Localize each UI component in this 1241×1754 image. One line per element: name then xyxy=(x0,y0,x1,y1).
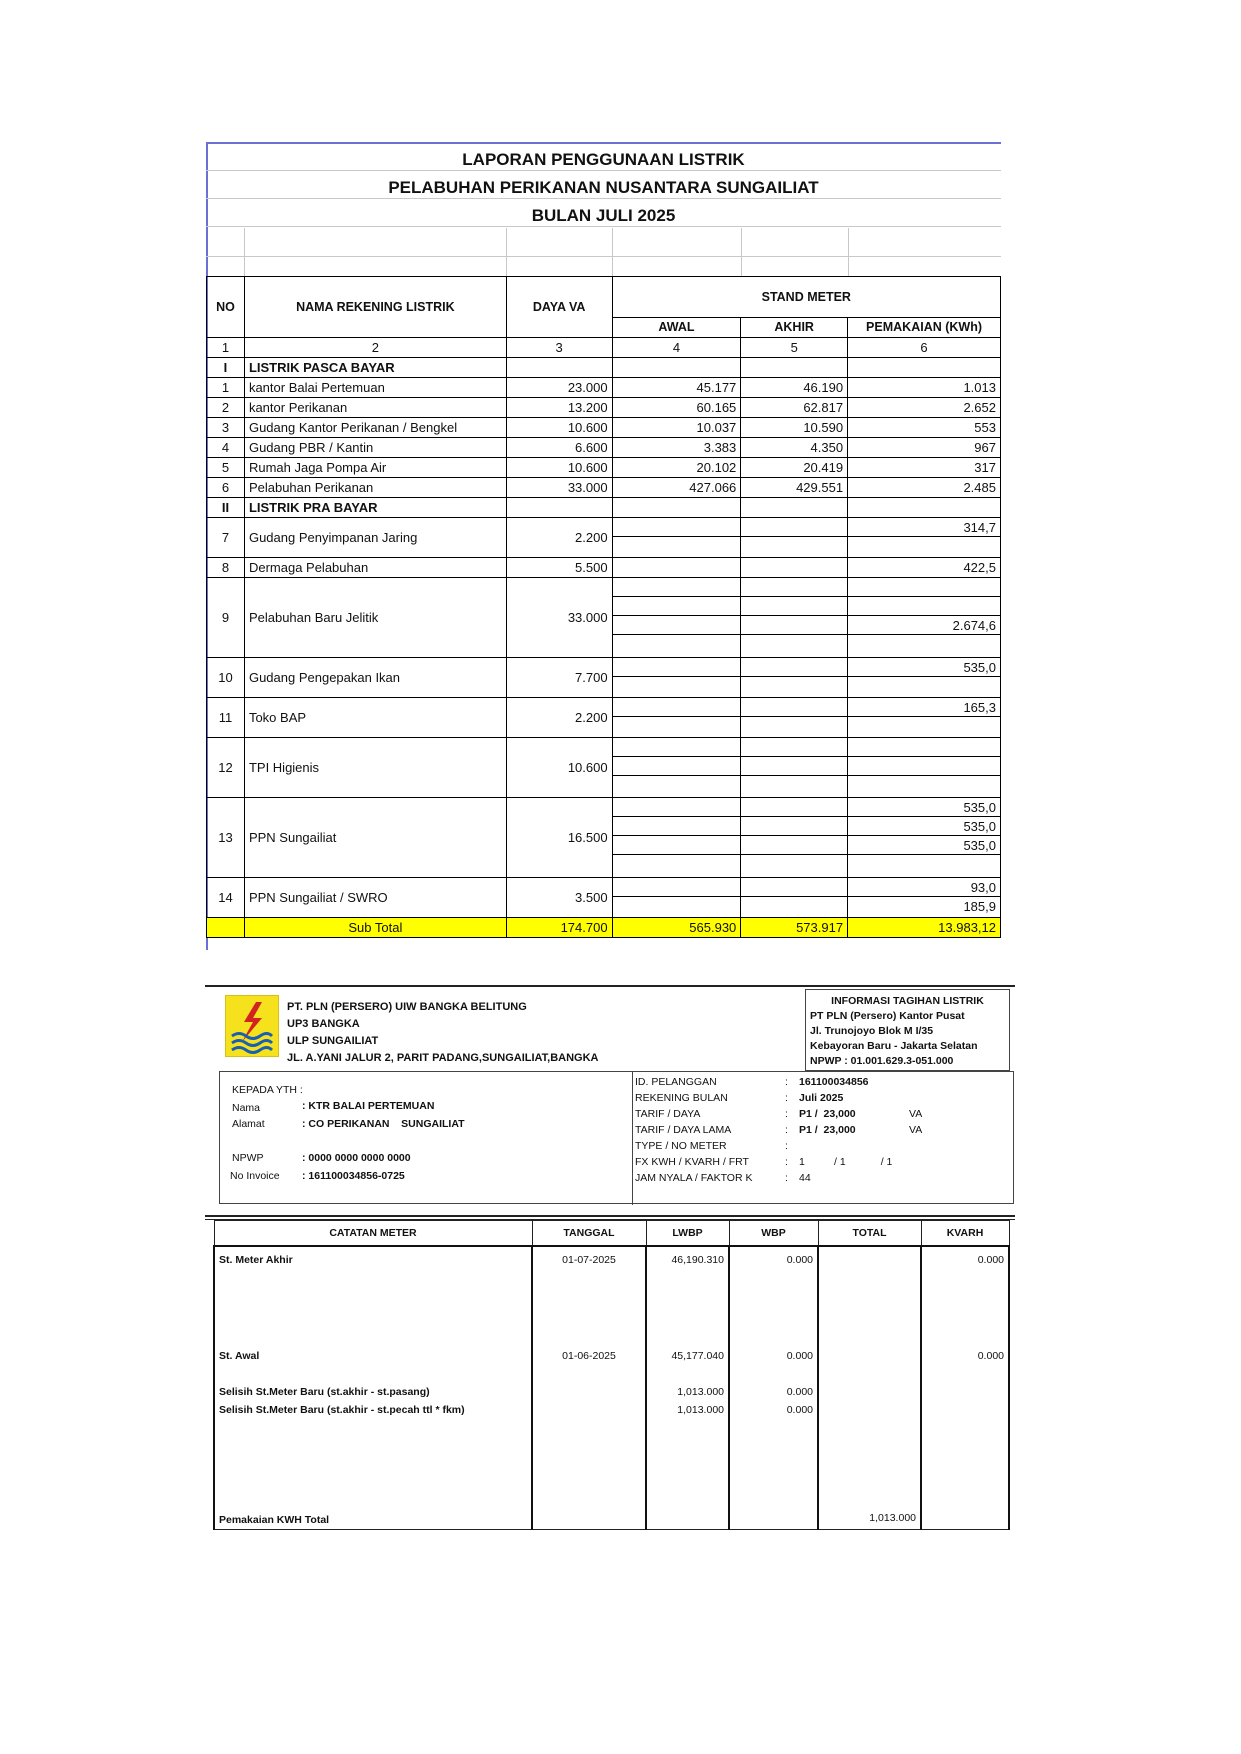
row-nama: Pelabuhan Baru Jelitik xyxy=(244,578,506,658)
row-daya: 16.500 xyxy=(506,798,612,878)
row-awal-line xyxy=(613,635,741,654)
row-awal xyxy=(612,578,741,658)
grid-line xyxy=(612,228,613,276)
row-daya: 10.600 xyxy=(506,458,612,478)
customer-field-value: P1 / 23,000 xyxy=(799,1124,856,1136)
info-line: NPWP : 01.001.629.3-051.000 xyxy=(810,1055,954,1067)
row-awal: 45.177 xyxy=(612,378,741,398)
row-awal-line xyxy=(613,836,741,855)
colnum: 4 xyxy=(612,338,741,358)
row-nama: Rumah Jaga Pompa Air xyxy=(244,458,506,478)
colnum: 3 xyxy=(506,338,612,358)
row-nama: TPI Higienis xyxy=(244,738,506,798)
table-row xyxy=(207,418,1001,438)
row-nama: PPN Sungailiat xyxy=(244,798,506,878)
row-akhir: 20.419 xyxy=(741,458,848,478)
info-line: Jl. Trunojoyo Blok M I/35 xyxy=(810,1025,934,1037)
row-pemakaian-line xyxy=(848,597,1000,616)
row-daya: 7.700 xyxy=(506,658,612,698)
row-pemakaian-line xyxy=(848,635,1000,654)
row-nama: Pelabuhan Perikanan xyxy=(244,478,506,498)
pln-company-block xyxy=(287,999,599,1067)
table-row xyxy=(207,738,1001,798)
row-awal-line xyxy=(613,817,741,836)
meter-header: CATATAN METER xyxy=(214,1221,532,1247)
row-pemakaian-line xyxy=(848,738,1000,757)
row-awal: 3.383 xyxy=(612,438,741,458)
row-daya: 23.000 xyxy=(506,378,612,398)
row-awal xyxy=(612,558,741,578)
selisih2-label: Selisih St.Meter Baru (st.akhir - st.pecah ttl * fkm) xyxy=(219,1404,465,1416)
customer-field-value: 44 xyxy=(799,1172,811,1184)
row-akhir xyxy=(741,658,848,698)
row-pemakaian xyxy=(848,698,1001,738)
row-pemakaian-line xyxy=(848,717,1000,736)
row-pemakaian: 967 xyxy=(848,438,1001,458)
row-nama: Gudang Pengepakan Ikan xyxy=(244,658,506,698)
row-akhir-line xyxy=(741,757,847,776)
row-daya: 5.500 xyxy=(506,558,612,578)
row-no: 7 xyxy=(207,518,245,558)
colnum: 1 xyxy=(207,338,245,358)
row-akhir-line xyxy=(741,635,847,654)
subtotal-awal: 565.930 xyxy=(612,918,741,938)
row-daya: 6.600 xyxy=(506,438,612,458)
section-label: LISTRIK PRA BAYAR xyxy=(244,498,506,518)
akhir-wbp: 0.000 xyxy=(786,1254,813,1266)
row-akhir: 10.590 xyxy=(741,418,848,438)
row-pemakaian-line: 422,5 xyxy=(963,560,996,575)
row-pemakaian xyxy=(848,658,1001,698)
grid-line xyxy=(244,228,245,276)
row-pemakaian xyxy=(848,738,1001,798)
row-no: 14 xyxy=(207,878,245,918)
header-pemakaian: PEMAKAIAN (KWh) xyxy=(848,318,1001,338)
row-akhir-line xyxy=(741,537,847,556)
row-akhir-line xyxy=(741,878,847,897)
row-akhir-line xyxy=(741,677,847,696)
row-awal-line xyxy=(613,878,741,897)
row-nama: kantor Perikanan xyxy=(244,398,506,418)
info-line: PT PLN (Persero) Kantor Pusat xyxy=(810,1010,965,1022)
row-pemakaian-line: 535,0 xyxy=(848,836,1000,855)
customer-right xyxy=(633,1072,1013,1205)
row-awal: 20.102 xyxy=(612,458,741,478)
row-akhir xyxy=(741,558,848,578)
table-row xyxy=(207,478,1001,498)
colon: : xyxy=(785,1156,788,1168)
row-no: 12 xyxy=(207,738,245,798)
table-row xyxy=(207,558,1001,578)
colnum: 5 xyxy=(741,338,848,358)
meter-table xyxy=(213,1220,1010,1530)
row-nama: Dermaga Pelabuhan xyxy=(244,558,506,578)
row-akhir-line xyxy=(741,717,847,736)
row-akhir-line xyxy=(741,836,847,855)
subtotal-pemakaian: 13.983,12 xyxy=(848,918,1001,938)
meter-header: TOTAL xyxy=(818,1221,921,1247)
row-akhir xyxy=(741,878,848,918)
row-nama: Toko BAP xyxy=(244,698,506,738)
kepada-label: KEPADA YTH : xyxy=(232,1084,303,1096)
subtotal-akhir: 573.917 xyxy=(741,918,848,938)
row-nama: PPN Sungailiat / SWRO xyxy=(244,878,506,918)
section-no: I xyxy=(207,358,245,378)
row-no: 2 xyxy=(207,398,245,418)
customer-field-value: P1 / 23,000 xyxy=(799,1108,856,1120)
row-awal xyxy=(612,698,741,738)
bill-mid-rule xyxy=(205,1215,1015,1217)
colon: : xyxy=(785,1140,788,1152)
akhir-kvarh: 0.000 xyxy=(977,1254,1004,1266)
customer-field-value: 161100034856 xyxy=(799,1076,869,1088)
row-akhir-line xyxy=(741,616,847,635)
customer-field-unit: VA xyxy=(909,1108,923,1120)
akhir-label: St. Meter Akhir xyxy=(219,1254,293,1266)
row-awal-line xyxy=(613,757,741,776)
grid-line xyxy=(506,228,507,276)
header-no: NO xyxy=(207,277,245,338)
row-no: 10 xyxy=(207,658,245,698)
customer-field-label: TARIF / DAYA xyxy=(635,1108,701,1120)
row-awal-line xyxy=(613,578,741,597)
header-akhir: AKHIR xyxy=(741,318,848,338)
row-no: 9 xyxy=(207,578,245,658)
row-nama: kantor Balai Pertemuan xyxy=(244,378,506,398)
row-awal xyxy=(612,878,741,918)
table-row xyxy=(207,378,1001,398)
row-akhir-line xyxy=(741,738,847,757)
customer-left xyxy=(220,1072,633,1205)
customer-field-label: JAM NYALA / FAKTOR K xyxy=(635,1172,753,1184)
row-awal-line xyxy=(613,658,741,677)
header-stand-meter: STAND METER xyxy=(612,277,1000,318)
row-no: 5 xyxy=(207,458,245,478)
grid-line xyxy=(206,226,1001,227)
grid-line xyxy=(206,198,1001,199)
row-pemakaian-line: 314,7 xyxy=(848,518,1000,537)
akhir-lwbp: 46,190.310 xyxy=(671,1254,724,1266)
row-pemakaian-line xyxy=(848,757,1000,776)
row-awal xyxy=(612,798,741,878)
row-pemakaian xyxy=(848,578,1001,658)
row-pemakaian-line xyxy=(848,776,1000,795)
row-akhir xyxy=(741,698,848,738)
row-pemakaian-line: 535,0 xyxy=(848,658,1000,677)
section-label: LISTRIK PASCA BAYAR xyxy=(244,358,506,378)
row-akhir: 62.817 xyxy=(741,398,848,418)
row-daya: 10.600 xyxy=(506,738,612,798)
meter-header: WBP xyxy=(729,1221,818,1247)
row-pemakaian xyxy=(848,518,1001,558)
awal-label: St. Awal xyxy=(219,1350,260,1362)
header-daya: DAYA VA xyxy=(506,277,612,338)
row-akhir-line xyxy=(741,558,847,577)
row-awal-line xyxy=(613,897,741,916)
company-unit: UP3 BANGKA xyxy=(287,1018,360,1030)
nama-value: : KTR BALAI PERTEMUAN xyxy=(302,1100,435,1112)
section-no: II xyxy=(207,498,245,518)
grid-line xyxy=(206,256,1001,257)
row-akhir-line xyxy=(741,698,847,717)
row-akhir-line xyxy=(741,855,847,874)
header-nama: NAMA REKENING LISTRIK xyxy=(244,277,506,338)
usage-report xyxy=(206,142,1001,950)
table-row xyxy=(207,458,1001,478)
colon: : xyxy=(785,1172,788,1184)
company-name: PT. PLN (PERSERO) UIW BANGKA BELITUNG xyxy=(287,1001,527,1013)
table-row xyxy=(207,878,1001,918)
row-akhir xyxy=(741,798,848,878)
row-akhir-line xyxy=(741,658,847,677)
report-subtitle: PELABUHAN PERIKANAN NUSANTARA SUNGAILIAT xyxy=(388,178,819,197)
row-awal: 60.165 xyxy=(612,398,741,418)
pln-logo xyxy=(225,995,279,1057)
company-ulp: ULP SUNGAILIAT xyxy=(287,1035,379,1047)
customer-field-label: TYPE / NO METER xyxy=(635,1140,727,1152)
customer-field-label: FX KWH / KVARH / FRT xyxy=(635,1156,749,1168)
row-pemakaian-line: 165,3 xyxy=(848,698,1000,717)
row-no: 4 xyxy=(207,438,245,458)
total-kwh: 1,013.000 xyxy=(869,1512,916,1524)
colnum: 6 xyxy=(848,338,1001,358)
row-awal xyxy=(612,658,741,698)
row-pemakaian-line xyxy=(848,677,1000,696)
row-no: 11 xyxy=(207,698,245,738)
row-no: 1 xyxy=(207,378,245,398)
row-akhir-line xyxy=(741,518,847,537)
colon: : xyxy=(785,1076,788,1088)
row-akhir-line xyxy=(741,597,847,616)
row-akhir: 46.190 xyxy=(741,378,848,398)
row-pemakaian xyxy=(848,878,1001,918)
awal-wbp: 0.000 xyxy=(786,1350,813,1362)
colon: : xyxy=(785,1108,788,1120)
row-pemakaian: 553 xyxy=(848,418,1001,438)
row-akhir-line xyxy=(741,578,847,597)
selisih1-label: Selisih St.Meter Baru (st.akhir - st.pasang) xyxy=(219,1386,430,1398)
akhir-tanggal: 01-07-2025 xyxy=(562,1254,616,1266)
row-akhir-line xyxy=(741,776,847,795)
row-awal-line xyxy=(613,698,741,717)
selisih1-lwbp: 1,013.000 xyxy=(677,1386,724,1398)
row-akhir: 429.551 xyxy=(741,478,848,498)
row-pemakaian xyxy=(848,798,1001,878)
selisih1-wbp: 0.000 xyxy=(786,1386,813,1398)
company-address: JL. A.YANI JALUR 2, PARIT PADANG,SUNGAILIAT,BANGKA xyxy=(287,1052,599,1064)
lightning-icon xyxy=(226,996,278,1056)
usage-table xyxy=(206,276,1001,938)
row-awal-line xyxy=(613,616,741,635)
row-pemakaian: 2.485 xyxy=(848,478,1001,498)
row-no: 13 xyxy=(207,798,245,878)
row-daya: 2.200 xyxy=(506,698,612,738)
row-awal-line xyxy=(613,558,741,577)
row-no: 3 xyxy=(207,418,245,438)
report-title: LAPORAN PENGGUNAAN LISTRIK xyxy=(462,150,745,169)
table-row xyxy=(207,578,1001,658)
report-frame-top xyxy=(206,142,1001,144)
row-awal-line xyxy=(613,597,741,616)
colon: : xyxy=(785,1124,788,1136)
row-awal: 427.066 xyxy=(612,478,741,498)
awal-lwbp: 45,177.040 xyxy=(671,1350,724,1362)
row-pemakaian: 2.652 xyxy=(848,398,1001,418)
awal-kvarh: 0.000 xyxy=(977,1350,1004,1362)
row-awal-line xyxy=(613,537,741,556)
row-akhir: 4.350 xyxy=(741,438,848,458)
invoice-value: : 161100034856-0725 xyxy=(302,1170,405,1182)
info-tagihan-box xyxy=(805,989,1010,1071)
table-row xyxy=(207,798,1001,878)
customer-box xyxy=(219,1071,1014,1204)
header-awal: AWAL xyxy=(612,318,741,338)
info-title: INFORMASI TAGIHAN LISTRIK xyxy=(831,995,984,1007)
table-row xyxy=(207,698,1001,738)
row-pemakaian-line xyxy=(848,578,1000,597)
row-akhir xyxy=(741,578,848,658)
row-pemakaian-line xyxy=(848,537,1000,556)
npwp-label: NPWP xyxy=(232,1152,264,1164)
row-nama: Gudang Penyimpanan Jaring xyxy=(244,518,506,558)
info-line: Kebayoran Baru - Jakarta Selatan xyxy=(810,1040,978,1052)
row-pemakaian-line: 535,0 xyxy=(848,817,1000,836)
row-awal-line xyxy=(613,776,741,795)
row-daya: 13.200 xyxy=(506,398,612,418)
row-awal: 10.037 xyxy=(612,418,741,438)
customer-field-unit: VA xyxy=(909,1124,923,1136)
customer-field-label: TARIF / DAYA LAMA xyxy=(635,1124,732,1136)
colon: : xyxy=(785,1092,788,1104)
table-row xyxy=(207,398,1001,418)
row-pemakaian-line: 2.674,6 xyxy=(848,616,1000,635)
row-awal-line xyxy=(613,798,741,817)
row-awal xyxy=(612,518,741,558)
awal-tanggal: 01-06-2025 xyxy=(562,1350,616,1362)
meter-header: TANGGAL xyxy=(532,1221,646,1247)
row-daya: 33.000 xyxy=(506,478,612,498)
row-pemakaian-line: 535,0 xyxy=(848,798,1000,817)
row-pemakaian xyxy=(848,558,1001,578)
row-awal-line xyxy=(613,677,741,696)
pln-bill xyxy=(205,985,1015,1535)
row-akhir xyxy=(741,738,848,798)
pra-bayar-rows xyxy=(207,518,1001,918)
row-akhir-line xyxy=(741,817,847,836)
row-awal-line xyxy=(613,518,741,537)
alamat-label: Alamat xyxy=(232,1118,265,1130)
meter-header: KVARH xyxy=(921,1221,1009,1247)
subtotal-label: Sub Total xyxy=(244,918,506,938)
customer-field-value: 1 / 1 / 1 xyxy=(799,1156,893,1168)
row-pemakaian: 1.013 xyxy=(848,378,1001,398)
customer-field-value: Juli 2025 xyxy=(799,1092,844,1104)
row-pemakaian: 317 xyxy=(848,458,1001,478)
row-pemakaian-line: 185,9 xyxy=(963,899,996,914)
selisih2-lwbp: 1,013.000 xyxy=(677,1404,724,1416)
invoice-label: No Invoice xyxy=(230,1170,280,1182)
row-akhir-line xyxy=(741,897,847,916)
row-pemakaian-line xyxy=(848,855,1000,874)
row-daya: 3.500 xyxy=(506,878,612,918)
npwp-value: : 0000 0000 0000 0000 xyxy=(302,1152,411,1164)
nama-label: Nama xyxy=(232,1102,261,1114)
row-akhir xyxy=(741,518,848,558)
report-period: BULAN JULI 2025 xyxy=(531,206,676,225)
grid-line xyxy=(741,228,742,276)
grid-line xyxy=(848,228,849,276)
meter-header: LWBP xyxy=(646,1221,729,1247)
row-daya: 33.000 xyxy=(506,578,612,658)
table-row xyxy=(207,518,1001,558)
bill-top-rule xyxy=(205,985,1015,987)
row-nama: Gudang Kantor Perikanan / Bengkel xyxy=(244,418,506,438)
row-awal-line xyxy=(613,855,741,874)
customer-field-label: REKENING BULAN xyxy=(635,1092,728,1104)
subtotal-daya: 174.700 xyxy=(506,918,612,938)
table-row xyxy=(207,658,1001,698)
customer-field-label: ID. PELANGGAN xyxy=(635,1076,717,1088)
row-no: 8 xyxy=(207,558,245,578)
pasca-bayar-rows xyxy=(207,378,1001,498)
row-pemakaian-line: 93,0 xyxy=(848,878,1000,897)
row-awal xyxy=(612,738,741,798)
colnum: 2 xyxy=(244,338,506,358)
row-no: 6 xyxy=(207,478,245,498)
row-awal-line xyxy=(613,738,741,757)
row-daya: 2.200 xyxy=(506,518,612,558)
selisih2-wbp: 0.000 xyxy=(786,1404,813,1416)
grid-line xyxy=(206,170,1001,171)
row-daya: 10.600 xyxy=(506,418,612,438)
row-awal-line xyxy=(613,717,741,736)
row-akhir-line xyxy=(741,798,847,817)
row-nama: Gudang PBR / Kantin xyxy=(244,438,506,458)
table-row xyxy=(207,438,1001,458)
alamat-value: : CO PERIKANAN SUNGAILIAT xyxy=(302,1118,465,1130)
total-label: Pemakaian KWH Total xyxy=(219,1514,330,1526)
